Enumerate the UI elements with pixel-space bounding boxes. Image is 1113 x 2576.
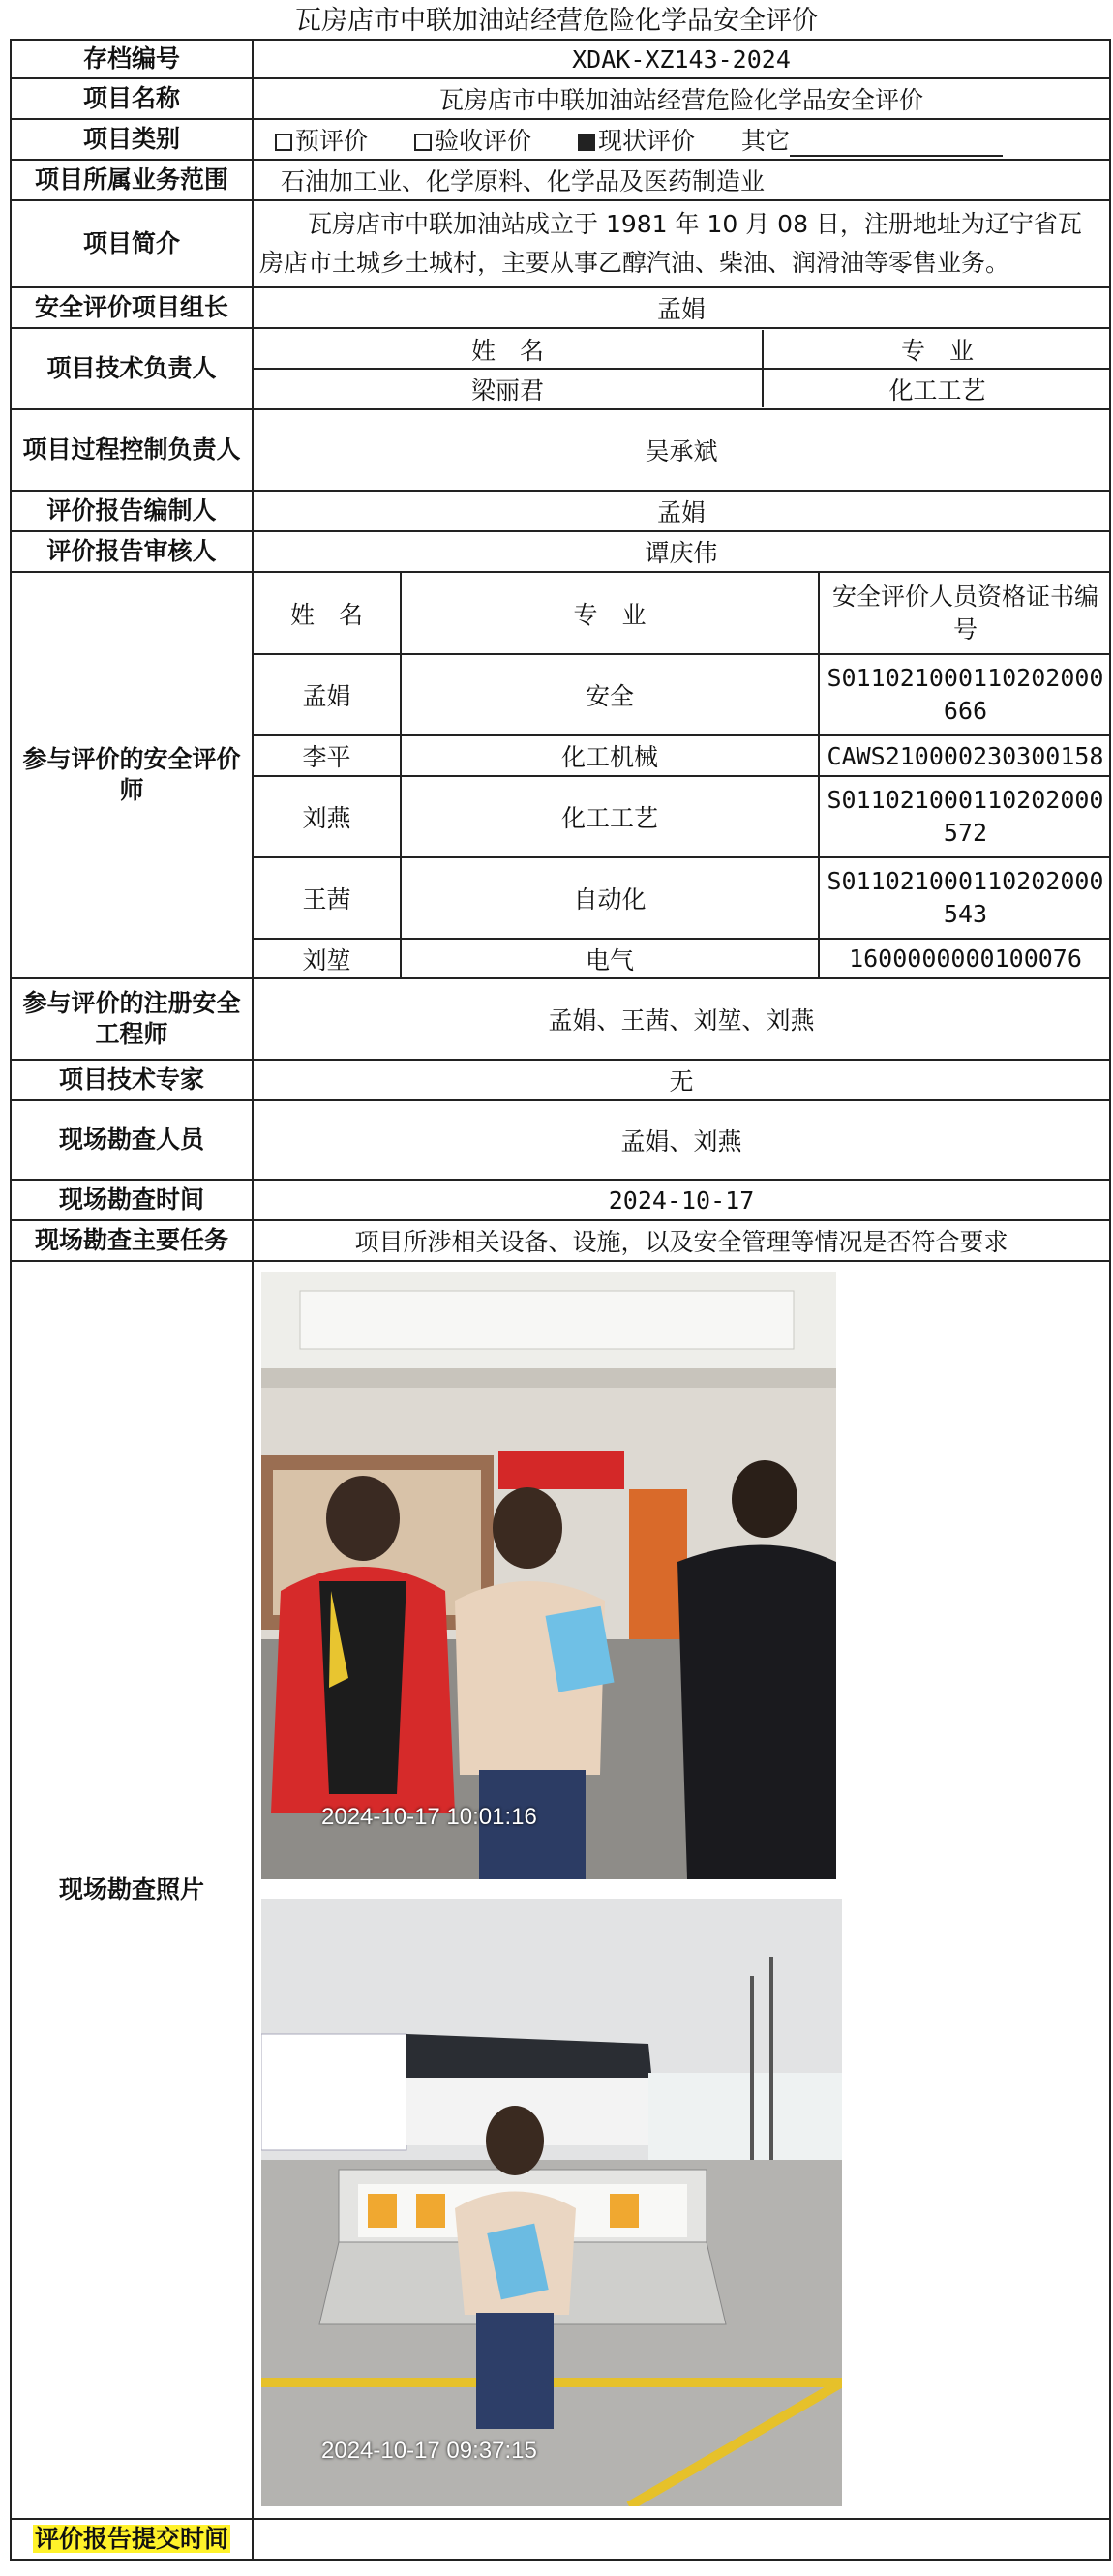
evaluator-name: 李平 bbox=[254, 735, 401, 776]
compiler-label: 评价报告编制人 bbox=[11, 491, 253, 531]
option-label: 现状评价 bbox=[597, 127, 695, 155]
project-name-label: 项目名称 bbox=[11, 78, 253, 119]
evaluator-row bbox=[254, 654, 1110, 735]
engineers-label: 参与评价的注册安全工程师 bbox=[11, 978, 253, 1060]
expert-label: 项目技术专家 bbox=[11, 1060, 253, 1100]
submit-time-label bbox=[11, 2519, 253, 2560]
tech-name-value: 梁丽君 bbox=[254, 369, 763, 407]
row-inspection-task bbox=[11, 1220, 1110, 1261]
row-reviewer bbox=[11, 531, 1110, 572]
evaluator-cert: S011021000110202000543 bbox=[819, 857, 1110, 939]
project-name-value: 瓦房店市中联加油站经营危险化学品安全评价 bbox=[253, 78, 1110, 119]
row-intro bbox=[11, 200, 1110, 287]
checkbox-current-evaluation-checked bbox=[578, 134, 595, 151]
evaluator-major: 自动化 bbox=[401, 857, 819, 939]
option-other bbox=[741, 127, 1003, 155]
row-inspection-time bbox=[11, 1180, 1110, 1220]
intro-label: 项目简介 bbox=[11, 200, 253, 287]
process-control-label: 项目过程控制负责人 bbox=[11, 409, 253, 491]
evaluator-name-header: 姓 名 bbox=[254, 573, 401, 654]
evaluators-table bbox=[254, 573, 1110, 977]
submit-time-value bbox=[253, 2519, 1110, 2560]
photos-label: 现场勘查照片 bbox=[11, 1261, 253, 2519]
tech-lead-label: 项目技术负责人 bbox=[11, 328, 253, 409]
photo-tank-area-timestamp: 2024-10-17 09:37:15 bbox=[321, 2438, 537, 2464]
leader-label: 安全评价项目组长 bbox=[11, 287, 253, 328]
evaluation-info-table bbox=[10, 39, 1111, 2561]
engineers-value: 孟娟、王茜、刘堃、刘燕 bbox=[253, 978, 1110, 1060]
evaluator-cert-header: 安全评价人员资格证书编号 bbox=[819, 573, 1110, 654]
evaluator-row bbox=[254, 857, 1110, 939]
document-title: 瓦房店市中联加油站经营危险化学品安全评价 bbox=[295, 6, 818, 36]
row-process-control bbox=[11, 409, 1110, 491]
photo-staff-timestamp: 2024-10-17 10:01:16 bbox=[321, 1804, 537, 1830]
evaluators-label: 参与评价的安全评价师 bbox=[11, 572, 253, 978]
inspection-task-value: 项目所涉相关设备、设施，以及安全管理等情况是否符合要求 bbox=[253, 1220, 1110, 1261]
evaluator-name: 王茜 bbox=[254, 857, 401, 939]
tech-major-value: 化工工艺 bbox=[763, 369, 1110, 407]
tech-lead-table bbox=[254, 330, 1110, 407]
row-evaluators bbox=[11, 572, 1110, 978]
row-submit-time bbox=[11, 2519, 1110, 2560]
inspection-time-value: 2024-10-17 bbox=[253, 1180, 1110, 1220]
inspectors-label: 现场勘查人员 bbox=[11, 1100, 253, 1180]
evaluator-name: 刘堃 bbox=[254, 939, 401, 977]
row-inspectors bbox=[11, 1100, 1110, 1180]
intro-value: 瓦房店市中联加油站成立于 1981 年 10 月 08 日，注册地址为辽宁省瓦房店市土城乡土城村，主要从事乙醇汽油、柴油、润滑油等零售业务。 bbox=[253, 200, 1110, 287]
row-engineers bbox=[11, 978, 1110, 1060]
option-pre-evaluation bbox=[275, 127, 368, 155]
photo-staff-image bbox=[261, 1272, 836, 1879]
tech-lead-cell bbox=[253, 328, 1110, 409]
evaluator-cert: 1600000000100076 bbox=[819, 939, 1110, 977]
scope-label: 项目所属业务范围 bbox=[11, 160, 253, 200]
photo-tank-area-image bbox=[261, 1899, 842, 2506]
inspection-task-label: 现场勘查主要任务 bbox=[11, 1220, 253, 1261]
option-label: 预评价 bbox=[295, 127, 369, 155]
reviewer-value: 谭庆伟 bbox=[253, 531, 1110, 572]
evaluator-major: 电气 bbox=[401, 939, 819, 977]
archive-value: XDAK-XZ143-2024 bbox=[253, 40, 1110, 78]
scope-value: 石油加工业、化学原料、化学品及医药制造业 bbox=[253, 160, 1110, 200]
evaluator-major: 化工工艺 bbox=[401, 776, 819, 857]
evaluator-major: 安全 bbox=[401, 654, 819, 735]
site-photo-tank-area bbox=[261, 1899, 842, 2506]
evaluators-cell bbox=[253, 572, 1110, 978]
row-project-name bbox=[11, 78, 1110, 119]
inspectors-value: 孟娟、刘燕 bbox=[253, 1100, 1110, 1180]
leader-value: 孟娟 bbox=[253, 287, 1110, 328]
evaluator-row bbox=[254, 776, 1110, 857]
inspection-time-label: 现场勘查时间 bbox=[11, 1180, 253, 1220]
other-blank-line bbox=[790, 134, 1003, 157]
row-photos bbox=[11, 1261, 1110, 2519]
row-archive bbox=[11, 40, 1110, 78]
archive-label: 存档编号 bbox=[11, 40, 253, 78]
category-label: 项目类别 bbox=[11, 119, 253, 160]
evaluator-name: 孟娟 bbox=[254, 654, 401, 735]
expert-value: 无 bbox=[253, 1060, 1110, 1100]
evaluator-row bbox=[254, 735, 1110, 776]
category-options bbox=[253, 119, 1110, 160]
evaluator-cert: CAWS210000230300158 bbox=[819, 735, 1110, 776]
option-label: 其它 bbox=[740, 127, 790, 155]
reviewer-label: 评价报告审核人 bbox=[11, 531, 253, 572]
option-acceptance-evaluation bbox=[414, 127, 531, 155]
photos-cell bbox=[253, 1261, 1110, 2519]
evaluator-name: 刘燕 bbox=[254, 776, 401, 857]
row-leader bbox=[11, 287, 1110, 328]
evaluator-row bbox=[254, 939, 1110, 977]
evaluator-cert: S011021000110202000666 bbox=[819, 654, 1110, 735]
process-control-value: 吴承斌 bbox=[253, 409, 1110, 491]
row-category bbox=[11, 119, 1110, 160]
option-current-evaluation bbox=[578, 127, 695, 155]
compiler-value: 孟娟 bbox=[253, 491, 1110, 531]
evaluator-cert: S011021000110202000572 bbox=[819, 776, 1110, 857]
tech-name-header: 姓 名 bbox=[254, 330, 763, 369]
tech-major-header: 专 业 bbox=[763, 330, 1110, 369]
site-photo-staff bbox=[261, 1272, 836, 1879]
option-label: 验收评价 bbox=[434, 127, 531, 155]
checkbox-pre-evaluation bbox=[275, 134, 292, 151]
evaluator-major-header: 专 业 bbox=[401, 573, 819, 654]
evaluator-major: 化工机械 bbox=[401, 735, 819, 776]
row-expert bbox=[11, 1060, 1110, 1100]
row-scope bbox=[11, 160, 1110, 200]
row-tech-lead bbox=[11, 328, 1110, 409]
submit-time-label-text: 评价报告提交时间 bbox=[34, 2525, 228, 2553]
row-compiler bbox=[11, 491, 1110, 531]
checkbox-acceptance-evaluation bbox=[414, 134, 432, 151]
